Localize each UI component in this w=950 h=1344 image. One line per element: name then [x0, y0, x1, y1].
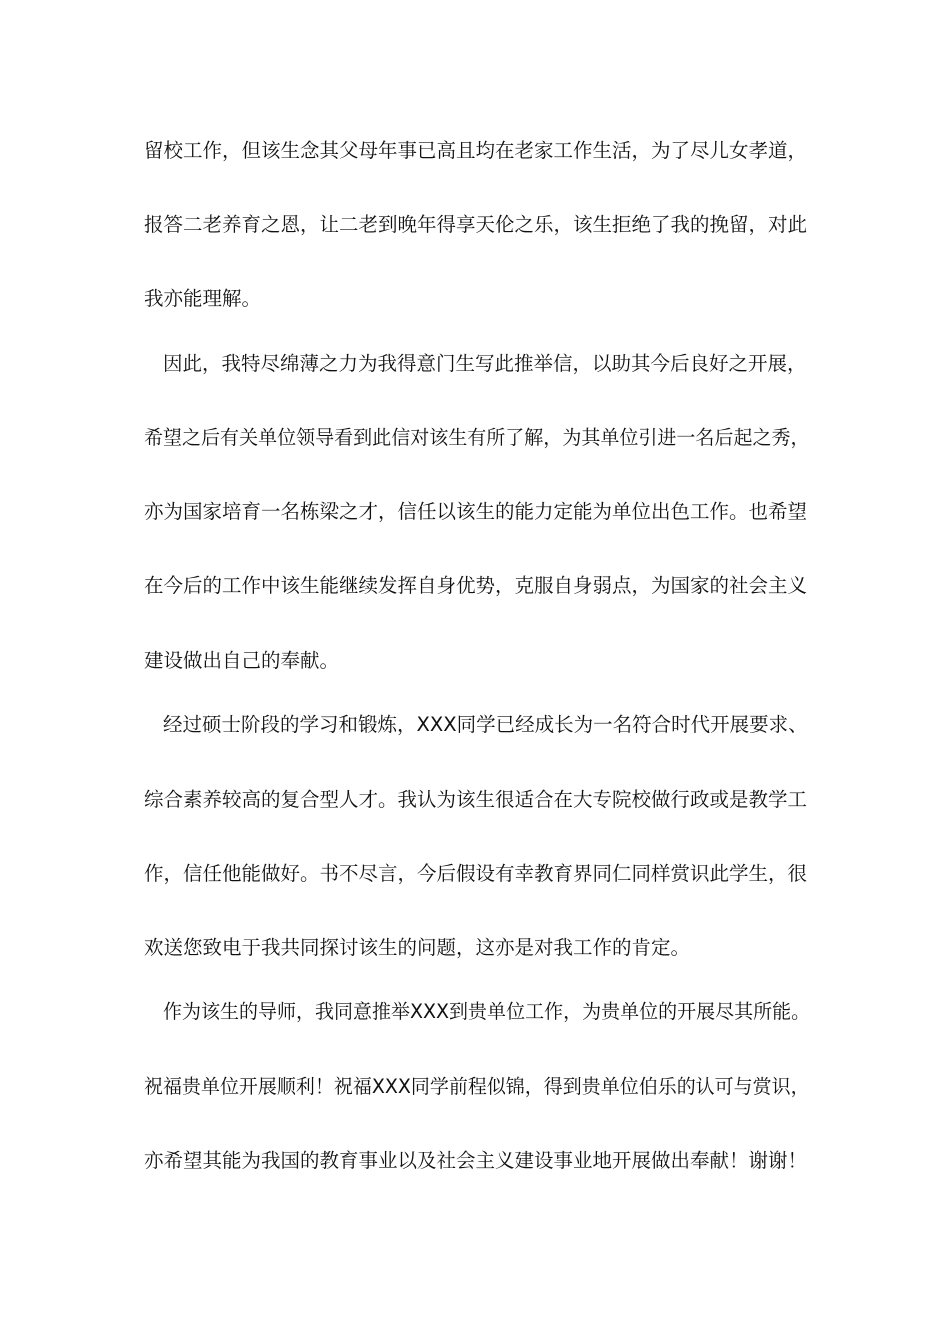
text-line: 亦为国家培育一名栋梁之才，信任以该生的能力定能为单位出色工作。也希望 — [144, 500, 808, 523]
text-line: 祝福贵单位开展顺利！祝福XXX同学前程似锦，得到贵单位伯乐的认可与赏识， — [144, 1075, 810, 1098]
text-line: 报答二老养育之恩，让二老到晚年得享天伦之乐，该生拒绝了我的挽留，对此 — [144, 213, 808, 236]
paragraph-first-line: 作为该生的导师，我同意推举XXX到贵单位工作，为贵单位的开展尽其所能。 — [163, 1000, 811, 1023]
text-line: 建设做出自己的奉献。 — [144, 649, 340, 672]
text-line: 欢送您致电于我共同探讨该生的问题，这亦是对我工作的肯定。 — [144, 936, 691, 959]
text-line: 留校工作，但该生念其父母年事已高且均在老家工作生活，为了尽儿女孝道， — [144, 139, 808, 162]
text-line: 亦希望其能为我国的教育事业以及社会主义建设事业地开展做出奉献！谢谢！ — [144, 1149, 808, 1172]
text-line: 作，信任他能做好。书不尽言，今后假设有幸教育界同仁同样赏识此学生，很 — [144, 862, 808, 885]
text-line: 在今后的工作中该生能继续发挥自身优势，克服自身弱点，为国家的社会主义 — [144, 574, 808, 597]
paragraph-first-line: 经过硕士阶段的学习和锻炼，XXX同学已经成长为一名符合时代开展要求、 — [163, 713, 808, 736]
text-line: 综合素养较高的复合型人才。我认为该生很适合在大专院校做行政或是教学工 — [144, 788, 808, 811]
text-line: 希望之后有关单位领导看到此信对该生有所了解，为其单位引进一名后起之秀， — [144, 426, 810, 449]
text-line: 我亦能理解。 — [144, 287, 262, 310]
paragraph-first-line: 因此，我特尽绵薄之力为我得意门生写此推举信，以助其今后良好之开展， — [163, 352, 807, 375]
